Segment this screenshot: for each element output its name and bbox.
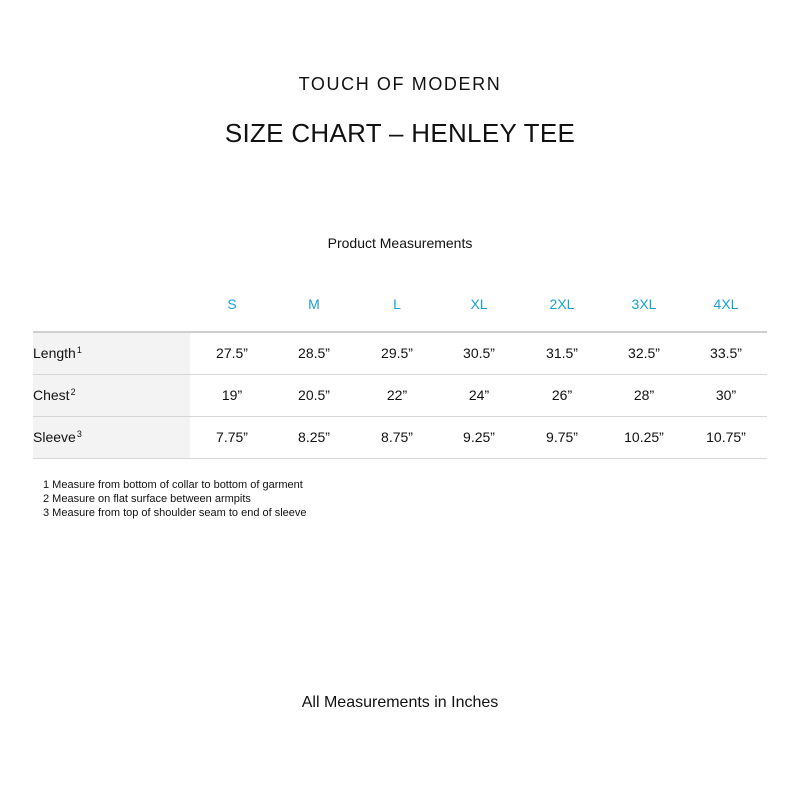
size-header-row xyxy=(0,296,800,318)
table-cell: 29.5” xyxy=(381,345,413,361)
row-label-chest: Chest$^2$ xyxy=(33,387,76,403)
table-cell: 24” xyxy=(468,387,490,403)
table-cell: 30” xyxy=(715,387,737,403)
table-cell: 8.25” xyxy=(298,429,330,445)
table-row-chest xyxy=(33,375,767,417)
table-cell: 33.5” xyxy=(710,345,742,361)
footnotes xyxy=(43,478,307,520)
size-header-2xl: 2XL xyxy=(549,296,575,312)
brand-logo: TOUCH OF MODERN xyxy=(298,74,502,94)
table-cell: 26” xyxy=(551,387,573,403)
size-header-xl: XL xyxy=(470,296,488,312)
table-cell: 8.75” xyxy=(381,429,413,445)
row-label-sleeve: Sleeve$^3$ xyxy=(33,429,82,445)
table-cell: 10.75” xyxy=(706,429,746,445)
page-title: SIZE CHART – HENLEY TEE xyxy=(224,118,576,148)
size-header-l: L xyxy=(393,296,401,312)
footnote-marker-2: 2 xyxy=(70,387,76,397)
table-cell: 20.5” xyxy=(298,387,330,403)
section-title: Product Measurements xyxy=(327,235,473,251)
table-cell: 28.5” xyxy=(298,345,330,361)
table-row-length xyxy=(33,333,767,375)
table-cell: 22” xyxy=(386,387,408,403)
table-cell: 9.75” xyxy=(546,429,578,445)
table-cell: 28” xyxy=(633,387,655,403)
size-header-4xl: 4XL xyxy=(713,296,739,312)
table-cell: 7.75” xyxy=(216,429,248,445)
table-cell: 10.25” xyxy=(624,429,664,445)
table-cell: 30.5” xyxy=(463,345,495,361)
footnote-marker-1: 1 xyxy=(76,345,82,355)
size-header-m: M xyxy=(308,296,320,312)
units-note: All Measurements in Inches xyxy=(301,694,499,711)
table-cell: 9.25” xyxy=(463,429,495,445)
table-cell: 27.5” xyxy=(216,345,248,361)
table-row-sleeve xyxy=(33,417,767,459)
table-cell: 19” xyxy=(221,387,243,403)
footnote-2: 2 Measure on flat surface between armpits xyxy=(43,493,251,505)
footnote-3: 3 Measure from top of shoulder seam to end of sleeve xyxy=(43,507,307,519)
footnote-marker-3: 3 xyxy=(76,429,82,439)
row-label-length: Length$^1$ xyxy=(33,345,82,361)
measurements-table xyxy=(33,331,767,459)
table-cell: 32.5” xyxy=(628,345,660,361)
footnote-1: 1 Measure from bottom of collar to bottom of garment xyxy=(43,479,303,491)
size-header-s: S xyxy=(227,296,237,312)
size-header-3xl: 3XL xyxy=(631,296,657,312)
table-cell: 31.5” xyxy=(546,345,578,361)
